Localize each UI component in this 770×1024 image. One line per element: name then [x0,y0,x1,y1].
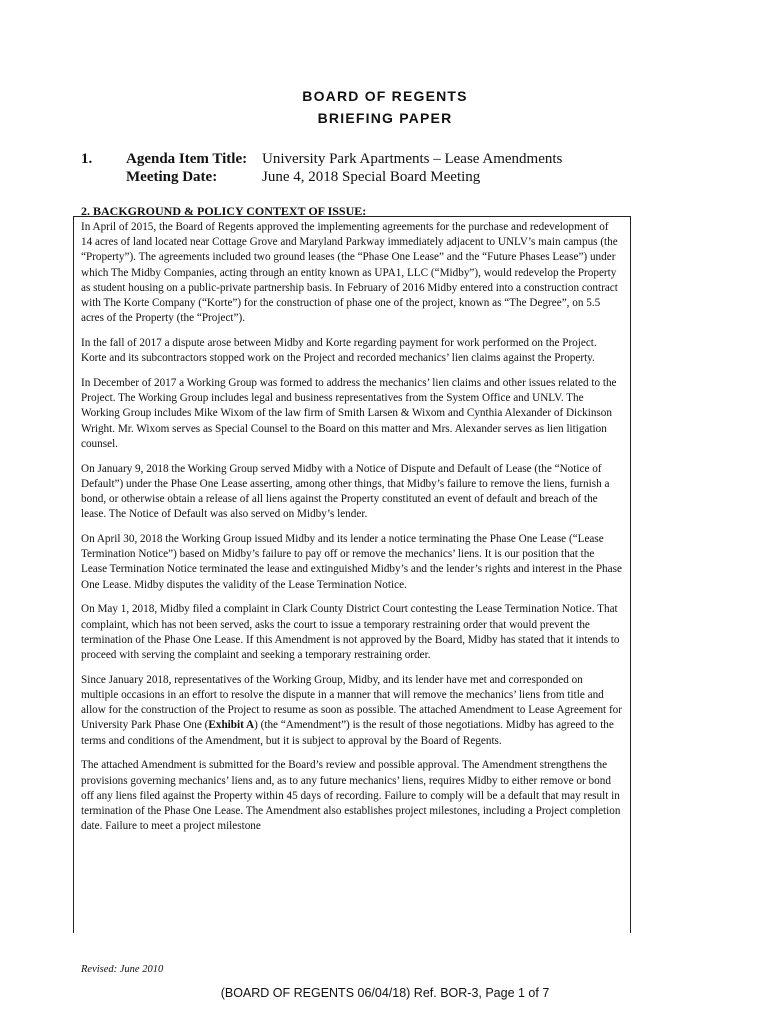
document-subtitle: BRIEFING PAPER [317,110,453,126]
document-title: BOARD OF REGENTS [302,88,468,104]
paragraph: In April of 2015, the Board of Regents approved the implementing agreements for the purchase and redevelopment of 14 acres of land located near Cottage Grove and Maryland Parkway immediately adjacent to UNLV’s main campus (the “Property”). The agreements included two ground leases (the “Phase One Lease” and the “Future Phases Lease”) under which The Midby Companies, acting through an entity known as UPA1, LLC (“Midby”), would redevelop the Property as student housing on a public-private partnership basis. In February of 2016 Midby entered into a construction contract with The Korte Company (“Korte”) for the construction of phase one of the project, known as “The Degree”, on 5.5 acres of the Property (the “Project”). [81,221,618,325]
revised-note: Revised: June 2010 [81,964,164,975]
background-text-box [73,216,631,933]
paragraph: On May 1, 2018, Midby filed a complaint in Clark County District Court contesting the Lease Termination Notice. That complaint, which has not been served, asks the court to issue a temporary restraining order that would prevent the termination of the Phase One Lease. If this Amendment is not approved by the Board, Midby has stated that it intends to proceed with serving the complaint and seeking a temporary restraining order. [81,603,620,662]
paragraph: The attached Amendment is submitted for the Board’s review and possible approval. The Amendment strengthens the provisions governing mechanics’ liens and, as to any future mechanics’ liens, requires Midby to either remove or bond off any liens filed against the Property within 45 days of recording. Failure to comply will be a default that may result in termination of the Phase One Lease. The Amendment also establishes project milestones, including a Project completion date. Failure to meet a project milestone [81,759,621,833]
page-footer: (BOARD OF REGENTS 06/04/18) Ref. BOR-3, Page 1 of 7 [220,986,550,1000]
paragraph: On January 9, 2018 the Working Group served Midby with a Notice of Dispute and Default of Lease (the “Notice of Default”) under the Phase One Lease asserting, among other things, that Midby’s failure to remove the liens, furnish a bond, or otherwise obtain a release of all liens against the Property constituted an event of default and breach of the lease. The Notice of Default was also served on Midby’s lender. [81,462,610,521]
meeting-date-value: June 4, 2018 Special Board Meeting [262,169,481,185]
paragraph-text: ) (the “Amendment”) is the result of those negotiations. Midby has agreed to the terms and conditions of the Amendment, but it is subject to approval by the Board of Regents. [81,719,614,747]
paragraph: In December of 2017 a Working Group was formed to address the mechanics’ lien claims and other issues related to the Project. The Working Group includes legal and business representatives from the System Office and UNLV. The Working Group includes Mike Wixom of the law firm of Smith Larsen & Wixom and Cynthia Alexander of Dickinson Wright. Mr. Wixom serves as Special Counsel to the Board on this matter and Mrs. Alexander serves as lien litigation counsel. [81,377,617,450]
paragraph-text: Since January 2018, representatives of the Working Group, Midby, and its lender have met and corresponded on multiple occasions in an effort to resolve the dispute in a manner that will remove the mechanics’ liens from title and allow for the construction of the Project to resume as soon as possible. The attached Amendment to Lease Agreement for University Park Phase One ( [81,673,622,732]
paragraph: In the fall of 2017 a dispute arose between Midby and Korte regarding payment for work performed on the Project. Korte and its subcontractors stopped work on the Project and recorded mechanics’ lien claims against the Property. [81,337,597,365]
meeting-date-label: Meeting Date: [126,169,218,185]
paragraph [81,673,622,749]
agenda-title-value: University Park Apartments – Lease Amendments [262,151,563,167]
section-title: 2. BACKGROUND & POLICY CONTEXT OF ISSUE: [81,204,367,218]
agenda-title-label: Agenda Item Title: [126,151,248,167]
item-number: 1. [81,151,93,167]
exhibit-reference: Exhibit A [208,719,255,732]
paragraph: On April 30, 2018 the Working Group issued Midby and its lender a notice terminating the Phase One Lease (“Lease Termination Notice”) based on Midby’s failure to pay off or remove the mechanics’ liens. It is our position that the Lease Termination Notice terminated the lease and extinguished Midby’s and the lender’s rights and interest in the Phase One Lease. Midby disputes the validity of the Lease Termination Notice. [81,533,622,591]
